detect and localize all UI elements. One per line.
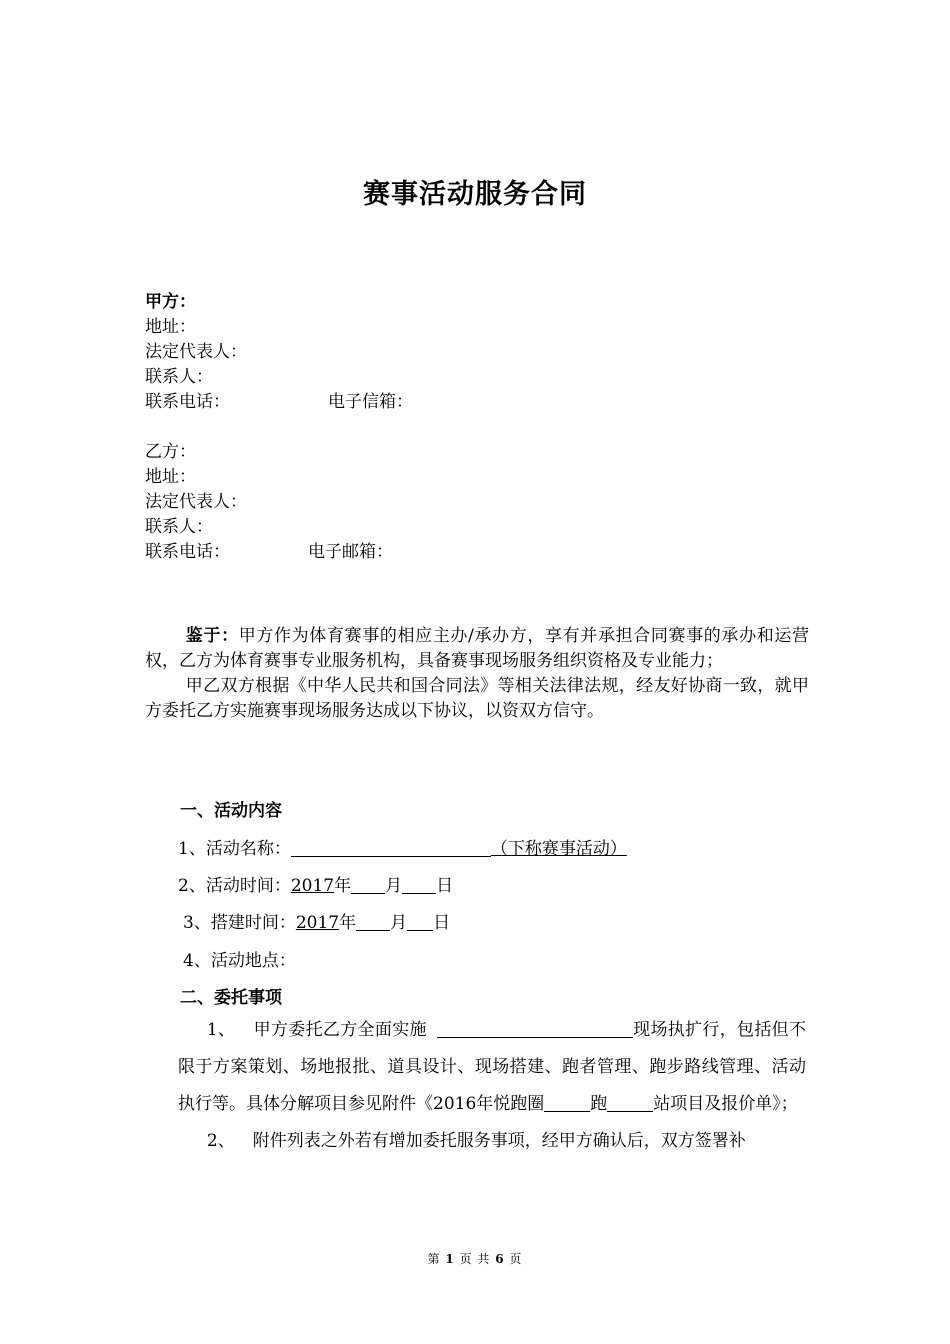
- section-1-heading: 一、活动内容: [180, 801, 282, 821]
- activity-month-blank[interactable]: [351, 875, 385, 894]
- recital-block: [145, 624, 809, 724]
- activity-time-line: 2、活动时间：2017年 月 日: [178, 876, 454, 896]
- party-b-block: [145, 440, 393, 565]
- setup-month-blank[interactable]: [356, 912, 390, 931]
- setup-time-label: 3、搭建时间：: [183, 913, 296, 933]
- activity-name-suffix: （下称赛事活动）: [490, 839, 627, 859]
- page-number: 1: [445, 1252, 455, 1266]
- section-2-paragraph-1: 1、 甲方委托乙方全面实施 现场执扩行，包括但不限于方案策划、场地报批、道具设计、现场搭建、跑者管理、跑步路线管理、活动执行等。具体分解项目参见附件《2016年悦跑圈 跑 站项目及报价单》；: [178, 1020, 806, 1114]
- setup-year: 2017: [295, 913, 340, 933]
- party-b-label: 乙方：: [145, 442, 196, 462]
- setup-day-blank[interactable]: [407, 912, 433, 931]
- party-b-address: 地址：: [145, 467, 196, 487]
- page-total: 6: [495, 1252, 505, 1266]
- station-blank[interactable]: [607, 1093, 653, 1112]
- party-a-label: 甲方：: [145, 292, 196, 312]
- party-a-block: [145, 290, 413, 415]
- activity-name-line: [178, 834, 627, 859]
- party-b-contact: 联系人：: [145, 517, 213, 537]
- setup-time-line: 3、搭建时间：2017年 月 日: [183, 913, 451, 933]
- party-a-address: 地址：: [145, 317, 196, 337]
- page-footer: 第 1 页 共 6 页: [427, 1252, 523, 1266]
- scope-blank[interactable]: [437, 1019, 633, 1038]
- run-name-blank[interactable]: [544, 1093, 590, 1112]
- activity-year: 2017: [290, 876, 335, 896]
- party-b-legal-rep: 法定代表人：: [145, 492, 247, 512]
- document-title: 赛事活动服务合同: [363, 179, 587, 210]
- party-b-phone: 联系电话：: [145, 542, 230, 562]
- activity-time-label: 2、活动时间：: [178, 876, 291, 896]
- activity-name-blank[interactable]: [291, 838, 491, 857]
- section-2-body: [178, 1012, 806, 1160]
- activity-name-label: 1、活动名称：: [178, 839, 291, 859]
- recital-paragraph-2: 甲乙双方根据《中华人民共和国合同法》等相关法律法规，经友好协商一致，就甲方委托乙方实施赛事现场服务达成以下协议，以资双方信守。: [145, 676, 809, 721]
- recital-paragraph-1: 鉴于：甲方作为体育赛事的相应主办/承办方，享有并承担合同赛事的承办和运营权，乙方为体育赛事专业服务机构，具备赛事现场服务组织资格及专业能力；: [145, 626, 810, 671]
- activity-location-label: 4、活动地点：: [183, 951, 296, 971]
- section-2-paragraph-2: 2、 附件列表之外若有增加委托服务事项，经甲方确认后，双方签署补: [206, 1131, 746, 1151]
- party-a-email: 电子信箱：: [328, 392, 413, 412]
- party-a-contact: 联系人：: [145, 367, 213, 387]
- activity-day-blank[interactable]: [402, 875, 436, 894]
- section-2-heading: 二、委托事项: [180, 988, 282, 1008]
- party-a-legal-rep: 法定代表人：: [145, 342, 247, 362]
- party-b-contact-line: [145, 540, 393, 565]
- party-a-contact-line: [145, 390, 413, 415]
- party-a-phone: 联系电话：: [145, 392, 230, 412]
- recital-lead: 鉴于：: [185, 626, 239, 646]
- party-b-email: 电子邮箱：: [308, 542, 393, 562]
